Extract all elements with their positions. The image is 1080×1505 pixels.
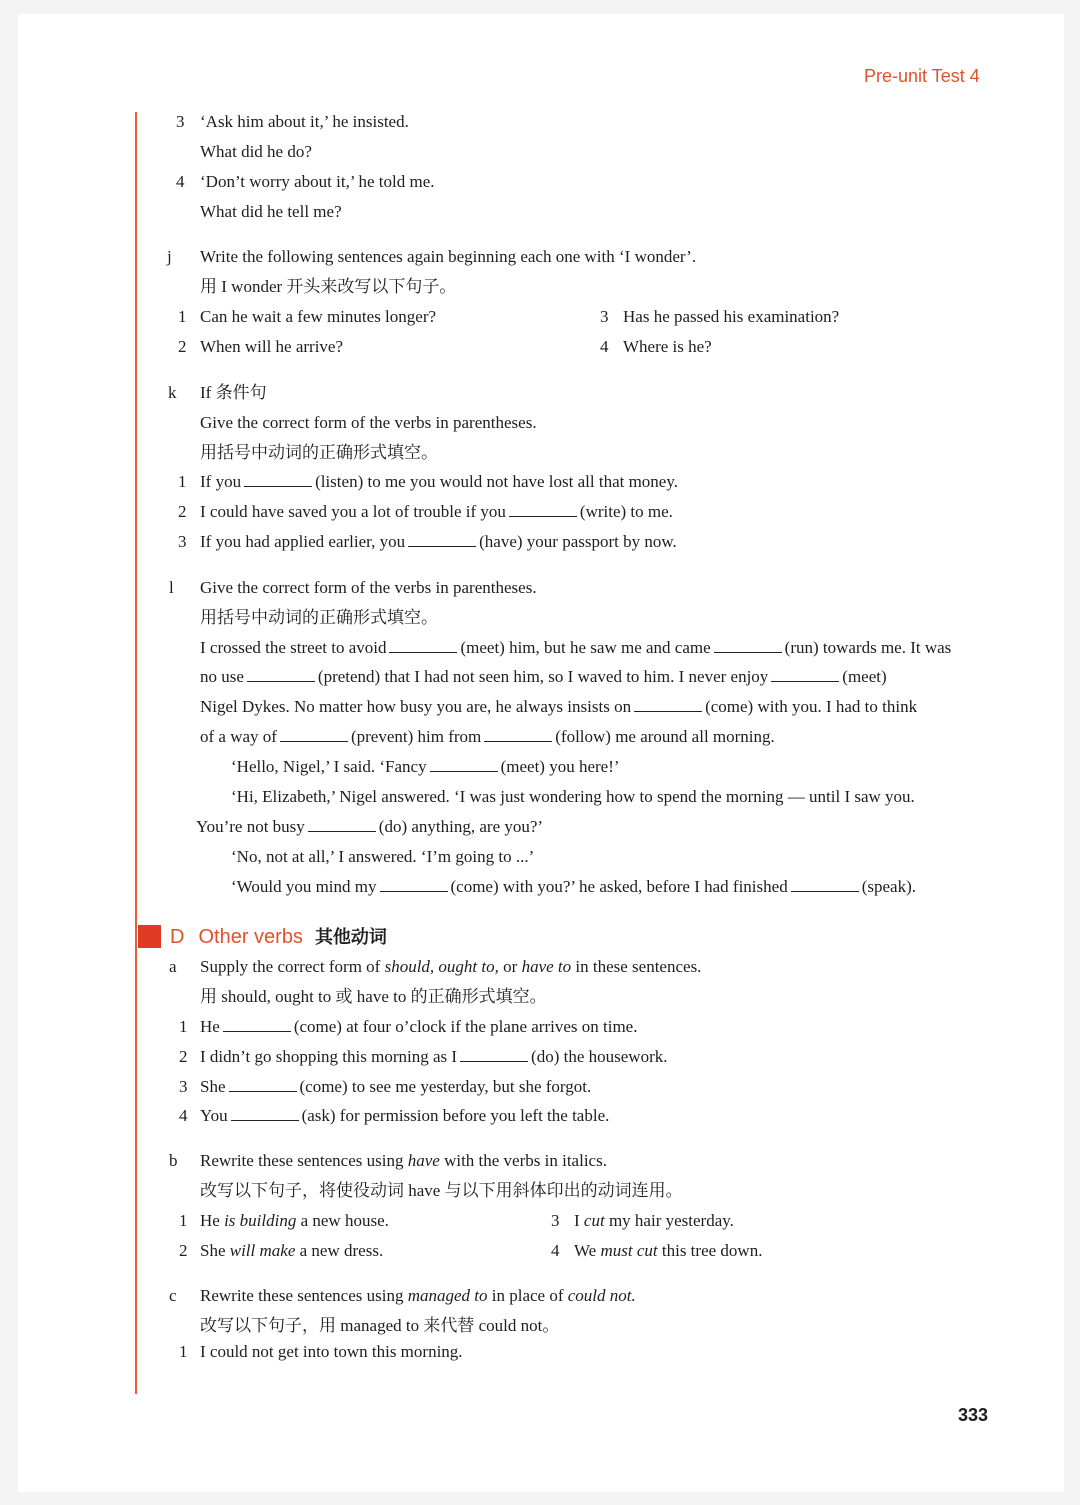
passage-line: ‘No, not at all,’ I answered. ‘I’m going to ...’ [231, 847, 535, 866]
item-text: He is building a new house. [200, 1211, 389, 1230]
exercise-instruction: Rewrite these sentences using have with the verbs in italics. [200, 1151, 607, 1170]
section-heading: D Other verbs 其他动词 [170, 926, 387, 948]
answer-blank[interactable] [280, 727, 348, 742]
item-number: 1 [179, 1342, 188, 1361]
item-text: We must cut this tree down. [574, 1241, 763, 1260]
answer-blank[interactable] [791, 877, 859, 892]
answer-blank[interactable] [460, 1047, 528, 1062]
exercise-instruction-zh: 用括号中动词的正确形式填空。 [200, 443, 438, 462]
page [18, 14, 1064, 1492]
answer-blank[interactable] [308, 817, 376, 832]
item-number: 1 [178, 307, 187, 326]
item-number: 2 [179, 1047, 188, 1066]
item-number: 4 [176, 172, 185, 191]
passage-line: I crossed the street to avoid (meet) him, but he saw me and came (run) towards me. It was [200, 638, 952, 657]
exercise-instruction-zh: 用 should, ought to 或 have to 的正确形式填空。 [200, 987, 547, 1006]
exercise-instruction-zh: 用括号中动词的正确形式填空。 [200, 608, 438, 627]
answer-blank[interactable] [380, 877, 448, 892]
fill-sentence: If you (listen) to me you would not have lost all that money. [200, 472, 678, 491]
exercise-title: If 条件句 [200, 383, 267, 402]
answer-blank[interactable] [509, 502, 577, 517]
page-number: 333 [958, 1405, 989, 1425]
running-header: Pre-unit Test 4 [864, 66, 980, 86]
item-question: What did he do? [200, 142, 312, 161]
item-text: I cut my hair yesterday. [574, 1211, 734, 1230]
exercise-instruction: Supply the correct form of should, ought to, or have to in these sentences. [200, 957, 702, 976]
passage-line: ‘Would you mind my (come) with you?’ he asked, before I had finished (speak). [231, 877, 916, 896]
answer-blank[interactable] [231, 1106, 299, 1121]
item-text: Can he wait a few minutes longer? [200, 307, 437, 326]
item-text: When will he arrive? [200, 337, 344, 356]
answer-blank[interactable] [389, 638, 457, 653]
answer-blank[interactable] [634, 697, 702, 712]
answer-blank[interactable] [714, 638, 782, 653]
item-number: 1 [179, 1017, 188, 1036]
fill-sentence: He (come) at four o’clock if the plane arrives on time. [200, 1017, 638, 1036]
exercise-label: b [169, 1151, 178, 1170]
item-number: 3 [179, 1077, 188, 1096]
answer-blank[interactable] [229, 1077, 297, 1092]
item-number: 2 [178, 337, 187, 356]
fill-sentence: She (come) to see me yesterday, but she forgot. [200, 1077, 592, 1096]
passage-line: ‘Hi, Elizabeth,’ Nigel answered. ‘I was just wondering how to spend the morning — until I saw you. [231, 787, 915, 806]
exercise-label: j [167, 247, 172, 266]
passage-line: of a way of (prevent) him from (follow) me around all morning. [200, 727, 775, 746]
exercise-instruction: Give the correct form of the verbs in parentheses. [200, 578, 537, 597]
answer-blank[interactable] [223, 1017, 291, 1032]
item-text: I could not get into town this morning. [200, 1342, 463, 1361]
passage-line: You’re not busy (do) anything, are you?’ [196, 817, 544, 836]
section-marker [138, 925, 161, 948]
answer-blank[interactable] [771, 667, 839, 682]
exercise-label: k [168, 383, 177, 402]
item-text: ‘Ask him about it,’ he insisted. [200, 112, 409, 131]
exercise-label: c [169, 1286, 177, 1305]
exercise-instruction: Rewrite these sentences using managed to in place of could not. [200, 1286, 636, 1305]
exercise-instruction-zh: 改写以下句子，将使役动词 have 与以下用斜体印出的动词连用。 [200, 1181, 683, 1200]
fill-sentence: I could have saved you a lot of trouble if you (write) to me. [200, 502, 673, 521]
item-number: 4 [600, 337, 609, 356]
answer-blank[interactable] [244, 472, 312, 487]
item-text: She will make a new dress. [200, 1241, 384, 1260]
answer-blank[interactable] [430, 757, 498, 772]
item-number: 3 [176, 112, 185, 131]
item-text: Where is he? [623, 337, 712, 356]
passage-line: ‘Hello, Nigel,’ I said. ‘Fancy (meet) you here!’ [231, 757, 620, 776]
answer-blank[interactable] [247, 667, 315, 682]
exercise-instruction-zh: 改写以下句子，用 managed to 来代替 could not。 [200, 1316, 560, 1335]
exercise-instruction-zh: 用 I wonder 开头来改写以下句子。 [200, 277, 457, 296]
exercise-label: a [169, 957, 177, 976]
exercise-label: l [169, 578, 174, 597]
exercise-instruction: Write the following sentences again beginning each one with ‘I wonder’. [200, 247, 697, 266]
item-number: 4 [551, 1241, 560, 1260]
item-number: 1 [179, 1211, 188, 1230]
item-question: What did he tell me? [200, 202, 342, 221]
margin-rule [135, 112, 137, 1394]
item-number: 2 [178, 502, 187, 521]
item-number: 2 [179, 1241, 188, 1260]
fill-sentence: You (ask) for permission before you left the table. [200, 1106, 610, 1125]
item-text: Has he passed his examination? [623, 307, 840, 326]
passage-line: no use (pretend) that I had not seen him, so I waved to him. I never enjoy (meet) [200, 667, 887, 686]
item-number: 3 [551, 1211, 560, 1230]
answer-blank[interactable] [484, 727, 552, 742]
answer-blank[interactable] [408, 532, 476, 547]
exercise-instruction: Give the correct form of the verbs in parentheses. [200, 413, 537, 432]
passage-line: Nigel Dykes. No matter how busy you are, he always insists on (come) with you. I had to think [200, 697, 918, 716]
item-number: 4 [179, 1106, 188, 1125]
fill-sentence: If you had applied earlier, you (have) your passport by now. [200, 532, 677, 551]
item-number: 3 [600, 307, 609, 326]
item-text: ‘Don’t worry about it,’ he told me. [200, 172, 435, 191]
fill-sentence: I didn’t go shopping this morning as I (do) the housework. [200, 1047, 668, 1066]
item-number: 3 [178, 532, 187, 551]
item-number: 1 [178, 472, 187, 491]
